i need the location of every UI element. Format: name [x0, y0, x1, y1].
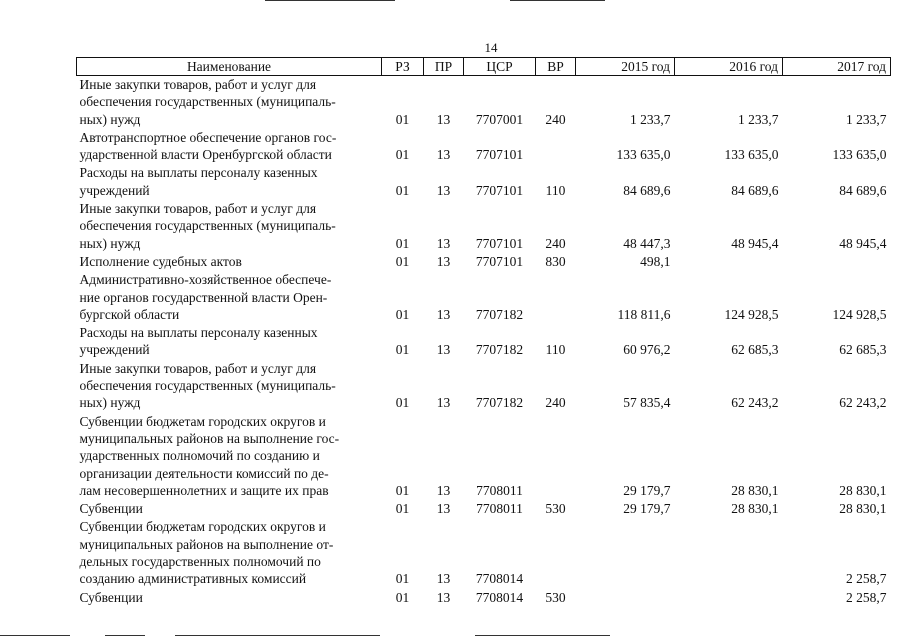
- cell-csr: 7708014: [475, 571, 524, 587]
- row-name: [77, 164, 382, 200]
- row-name-line: Субвенции бюджетам городских округов и: [79, 413, 326, 429]
- row-name-line: обеспечения государственных (муниципаль-: [79, 94, 336, 110]
- cell-y2017: 2 258,7: [846, 571, 887, 587]
- header-rz: РЗ: [382, 58, 424, 76]
- bottom-rule-2: [105, 635, 145, 636]
- cell-csr: 7708011: [476, 501, 523, 517]
- row-name-line: обеспечения государственных (муниципаль-: [79, 378, 336, 394]
- cell-vr: [536, 518, 576, 588]
- cell-csr: 7707001: [475, 111, 524, 127]
- cell-pr: 13: [436, 306, 451, 322]
- cell-rz: 01: [395, 342, 410, 358]
- table-row: [77, 271, 891, 324]
- row-name: [77, 271, 382, 324]
- top-rule-right: [510, 0, 605, 1]
- cell-csr: 7707101: [475, 235, 524, 251]
- cell-y2017: 84 689,6: [839, 182, 887, 198]
- cell-csr: 7707101: [475, 253, 524, 269]
- cell-csr: 7708011: [476, 482, 523, 498]
- cell-pr: 13: [436, 501, 451, 517]
- table-row: [77, 518, 891, 588]
- bottom-rule-4: [475, 635, 610, 636]
- cell-y2017: 28 830,1: [839, 482, 887, 498]
- cell-pr: 13: [436, 111, 451, 127]
- cell-rz: 01: [395, 235, 410, 251]
- cell-y2017: 62 685,3: [839, 342, 887, 358]
- row-name-line: Расходы на выплаты персоналу казенных: [79, 165, 318, 181]
- header-2017: 2017 год: [783, 58, 891, 76]
- cell-y2015: 48 447,3: [623, 235, 671, 251]
- cell-csr: 7708014: [475, 589, 524, 605]
- cell-y2016: 48 945,4: [731, 235, 779, 251]
- row-name-line: Иные закупки товаров, работ и услуг для: [79, 201, 317, 217]
- cell-y2016: 28 830,1: [731, 501, 779, 517]
- row-name: [77, 413, 382, 500]
- row-name-line: ударственной власти Оренбургской области: [79, 147, 332, 163]
- row-name: [77, 360, 382, 413]
- cell-vr: 240: [545, 395, 566, 411]
- table-row: [77, 324, 891, 360]
- row-name-line: дельных государственных полномочий по: [79, 554, 321, 570]
- cell-vr: [536, 271, 576, 324]
- row-name-line: ных) нужд: [79, 235, 141, 251]
- cell-y2016: 62 685,3: [731, 342, 779, 358]
- cell-y2015: [576, 589, 675, 607]
- cell-y2015: 1 233,7: [630, 111, 671, 127]
- cell-y2016: 124 928,5: [724, 306, 779, 322]
- table-row: [77, 413, 891, 500]
- budget-table: [76, 57, 891, 607]
- cell-vr: 530: [545, 501, 566, 517]
- cell-vr: 240: [545, 111, 566, 127]
- header-2015: 2015 год: [576, 58, 675, 76]
- cell-vr: 240: [545, 235, 566, 251]
- row-name: [77, 500, 382, 518]
- cell-y2017: 133 635,0: [832, 147, 887, 163]
- row-name-line: обеспечения государственных (муниципаль-: [79, 218, 336, 234]
- row-name: [77, 76, 382, 129]
- cell-vr: [536, 413, 576, 500]
- cell-y2016: [675, 253, 783, 271]
- cell-vr: 830: [545, 253, 566, 269]
- header-name: Наименование: [77, 58, 382, 76]
- row-name-line: муниципальных районов на выполнение от-: [79, 536, 334, 552]
- cell-rz: 01: [395, 501, 410, 517]
- row-name-line: муниципальных районов на выполнение гос-: [79, 430, 340, 446]
- cell-y2015: 498,1: [640, 253, 671, 269]
- row-name-line: Административно-хозяйственное обеспече-: [79, 272, 332, 288]
- row-name: [77, 200, 382, 253]
- bottom-rule-3: [175, 635, 380, 636]
- table-body: [77, 76, 891, 607]
- row-name-line: учреждений: [79, 342, 150, 358]
- cell-pr: 13: [436, 182, 451, 198]
- header-2016: 2016 год: [675, 58, 783, 76]
- table-row: [77, 164, 891, 200]
- cell-rz: 01: [395, 182, 410, 198]
- cell-y2017: 28 830,1: [839, 501, 887, 517]
- cell-vr: 110: [545, 182, 566, 198]
- cell-csr: 7707101: [475, 147, 524, 163]
- cell-vr: 530: [545, 589, 566, 605]
- table-row: [77, 76, 891, 129]
- cell-rz: 01: [395, 253, 410, 269]
- cell-csr: 7707101: [475, 182, 524, 198]
- row-name-line: Иные закупки товаров, работ и услуг для: [79, 360, 317, 376]
- cell-y2016: 62 243,2: [731, 395, 779, 411]
- cell-vr: 110: [545, 342, 566, 358]
- table-header-row: [77, 58, 891, 76]
- cell-rz: 01: [395, 306, 410, 322]
- row-name-line: Субвенции бюджетам городских округов и: [79, 519, 326, 535]
- row-name-line: организации деятельности комиссий по де-: [79, 465, 329, 481]
- row-name-line: ных) нужд: [79, 395, 141, 411]
- header-csr: ЦСР: [464, 58, 536, 76]
- cell-y2016: 1 233,7: [738, 111, 779, 127]
- cell-y2015: 57 835,4: [623, 395, 671, 411]
- row-name-line: Субвенции: [79, 589, 143, 605]
- cell-rz: 01: [395, 395, 410, 411]
- table-row: [77, 500, 891, 518]
- cell-rz: 01: [395, 571, 410, 587]
- row-name-line: ных) нужд: [79, 111, 141, 127]
- cell-y2015: 60 976,2: [623, 342, 671, 358]
- table-row: [77, 589, 891, 607]
- bottom-rule-1: [0, 635, 70, 636]
- cell-y2016: [675, 589, 783, 607]
- cell-y2015: 29 179,7: [623, 501, 671, 517]
- cell-y2017: 2 258,7: [846, 589, 887, 605]
- table-row: [77, 129, 891, 165]
- cell-pr: 13: [436, 571, 451, 587]
- cell-y2015: [576, 518, 675, 588]
- table-row: [77, 360, 891, 413]
- cell-rz: 01: [395, 147, 410, 163]
- row-name-line: учреждений: [79, 182, 150, 198]
- cell-pr: 13: [436, 147, 451, 163]
- cell-y2017: [783, 253, 891, 271]
- table-row: [77, 253, 891, 271]
- row-name: [77, 253, 382, 271]
- cell-y2016: 28 830,1: [731, 482, 779, 498]
- cell-y2017: 48 945,4: [839, 235, 887, 251]
- row-name-line: ние органов государственной власти Орен-: [79, 289, 328, 305]
- row-name-line: Расходы на выплаты персоналу казенных: [79, 325, 318, 341]
- row-name: [77, 589, 382, 607]
- row-name-line: Автотранспортное обеспечение органов гос-: [79, 129, 337, 145]
- table-row: [77, 200, 891, 253]
- cell-pr: 13: [436, 235, 451, 251]
- cell-y2017: 124 928,5: [832, 306, 887, 322]
- cell-pr: 13: [436, 589, 451, 605]
- cell-csr: 7707182: [475, 395, 524, 411]
- header-vr: ВР: [536, 58, 576, 76]
- cell-y2016: 133 635,0: [724, 147, 779, 163]
- cell-csr: 7707182: [475, 306, 524, 322]
- cell-rz: 01: [395, 111, 410, 127]
- cell-y2017: 62 243,2: [839, 395, 887, 411]
- row-name: [77, 324, 382, 360]
- cell-y2015: 84 689,6: [623, 182, 671, 198]
- cell-rz: 01: [395, 589, 410, 605]
- cell-vr: [536, 129, 576, 165]
- cell-y2016: 84 689,6: [731, 182, 779, 198]
- cell-y2017: 1 233,7: [846, 111, 887, 127]
- cell-pr: 13: [436, 482, 451, 498]
- row-name: [77, 129, 382, 165]
- row-name: [77, 518, 382, 588]
- row-name-line: Исполнение судебных актов: [79, 253, 242, 269]
- cell-y2015: 118 811,6: [617, 306, 671, 322]
- cell-pr: 13: [436, 395, 451, 411]
- cell-csr: 7707182: [475, 342, 524, 358]
- row-name-line: лам несовершеннолетних и защите их прав: [79, 482, 329, 498]
- cell-rz: 01: [395, 482, 410, 498]
- cell-pr: 13: [436, 342, 451, 358]
- cell-pr: 13: [436, 253, 451, 269]
- row-name-line: бургской области: [79, 306, 180, 322]
- row-name-line: Субвенции: [79, 501, 143, 517]
- page-number: 14: [484, 40, 498, 55]
- header-pr: ПР: [424, 58, 464, 76]
- row-name-line: ударственных полномочий по созданию и: [79, 448, 320, 464]
- cell-y2015: 133 635,0: [616, 147, 671, 163]
- row-name-line: созданию административных комиссий: [79, 571, 307, 587]
- top-rule-left: [265, 0, 395, 1]
- cell-y2016: [675, 518, 783, 588]
- row-name-line: Иные закупки товаров, работ и услуг для: [79, 77, 317, 92]
- cell-y2015: 29 179,7: [623, 482, 671, 498]
